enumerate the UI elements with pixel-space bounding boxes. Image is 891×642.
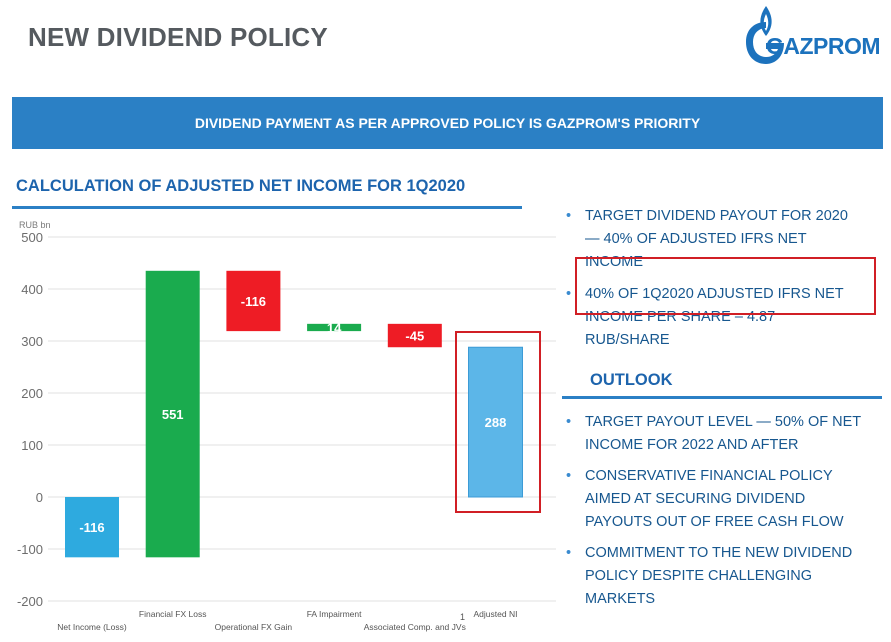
bar-value-label: -116	[79, 520, 105, 536]
y-tick-label: -100	[16, 542, 43, 557]
list-item-text: TARGET PAYOUT LEVEL — 50% OF NET INCOME FOR 2022 AND AFTER	[585, 414, 861, 453]
bullet-icon: •	[566, 208, 572, 224]
y-tick-label: -200	[16, 594, 43, 609]
x-tick-label: Financial FX Loss	[138, 609, 207, 619]
list-item-text: TARGET DIVIDEND PAYOUT FOR 2020 — 40% OF ADJUSTED IFRS NET INCOME	[585, 208, 848, 270]
list-item	[562, 465, 862, 534]
waterfall-chart	[0, 210, 560, 642]
dps-highlight-box	[575, 257, 876, 315]
list-item-text: CONSERVATIVE FINANCIAL POLICY AIMED AT SECURING DIVIDEND PAYOUTS OUT OF FREE CASH FLOW	[585, 468, 844, 530]
footnote-marker: 1	[460, 612, 466, 622]
bullet-icon: •	[566, 286, 572, 302]
x-tick-label: FA Impairment	[306, 609, 362, 619]
y-tick-label: 500	[21, 230, 43, 245]
outlook-divider	[562, 396, 882, 399]
outlook-title: OUTLOOK	[590, 371, 673, 389]
logo-wordmark: GAZPROM	[766, 33, 881, 59]
priority-banner: DIVIDEND PAYMENT AS PER APPROVED POLICY IS GAZPROM'S PRIORITY	[12, 97, 883, 149]
list-item-text: 40% OF 1Q2020 ADJUSTED IFRS NET INCOME PER SHARE – 4.87 RUB/SHARE	[585, 286, 844, 348]
chart-section-title: CALCULATION OF ADJUSTED NET INCOME FOR 1Q2020	[16, 177, 466, 195]
outlook-list	[562, 411, 862, 619]
bar-value-label: -45	[405, 328, 425, 344]
y-tick-label: 200	[21, 386, 43, 401]
y-tick-label: 100	[21, 438, 43, 453]
bullet-icon: •	[566, 545, 572, 561]
x-tick-label: Net Income (Loss)	[57, 622, 127, 632]
bullet-icon: •	[566, 468, 572, 484]
page-title: NEW DIVIDEND POLICY	[28, 22, 328, 52]
bar-value-label: 288	[484, 415, 507, 431]
list-item	[562, 411, 862, 457]
x-tick-label: Associated Comp. and JVs	[363, 622, 466, 632]
bar-value-label: -116	[240, 293, 267, 309]
list-item-text: COMMITMENT TO THE NEW DIVIDEND POLICY DESPITE CHALLENGING MARKETS	[585, 545, 853, 607]
list-item	[562, 542, 862, 611]
x-tick-label: Operational FX Gain	[214, 622, 293, 632]
x-tick-label: Adjusted NI	[473, 609, 518, 619]
y-axis-unit-label: RUB bn	[19, 220, 51, 230]
bar-value-label: 14	[326, 320, 342, 336]
bullet-icon: •	[566, 414, 572, 430]
section-divider	[12, 206, 522, 209]
y-tick-label: 0	[35, 490, 43, 505]
bar-value-label: 551	[161, 407, 184, 423]
y-tick-label: 300	[21, 334, 43, 349]
y-tick-label: 400	[21, 282, 43, 297]
